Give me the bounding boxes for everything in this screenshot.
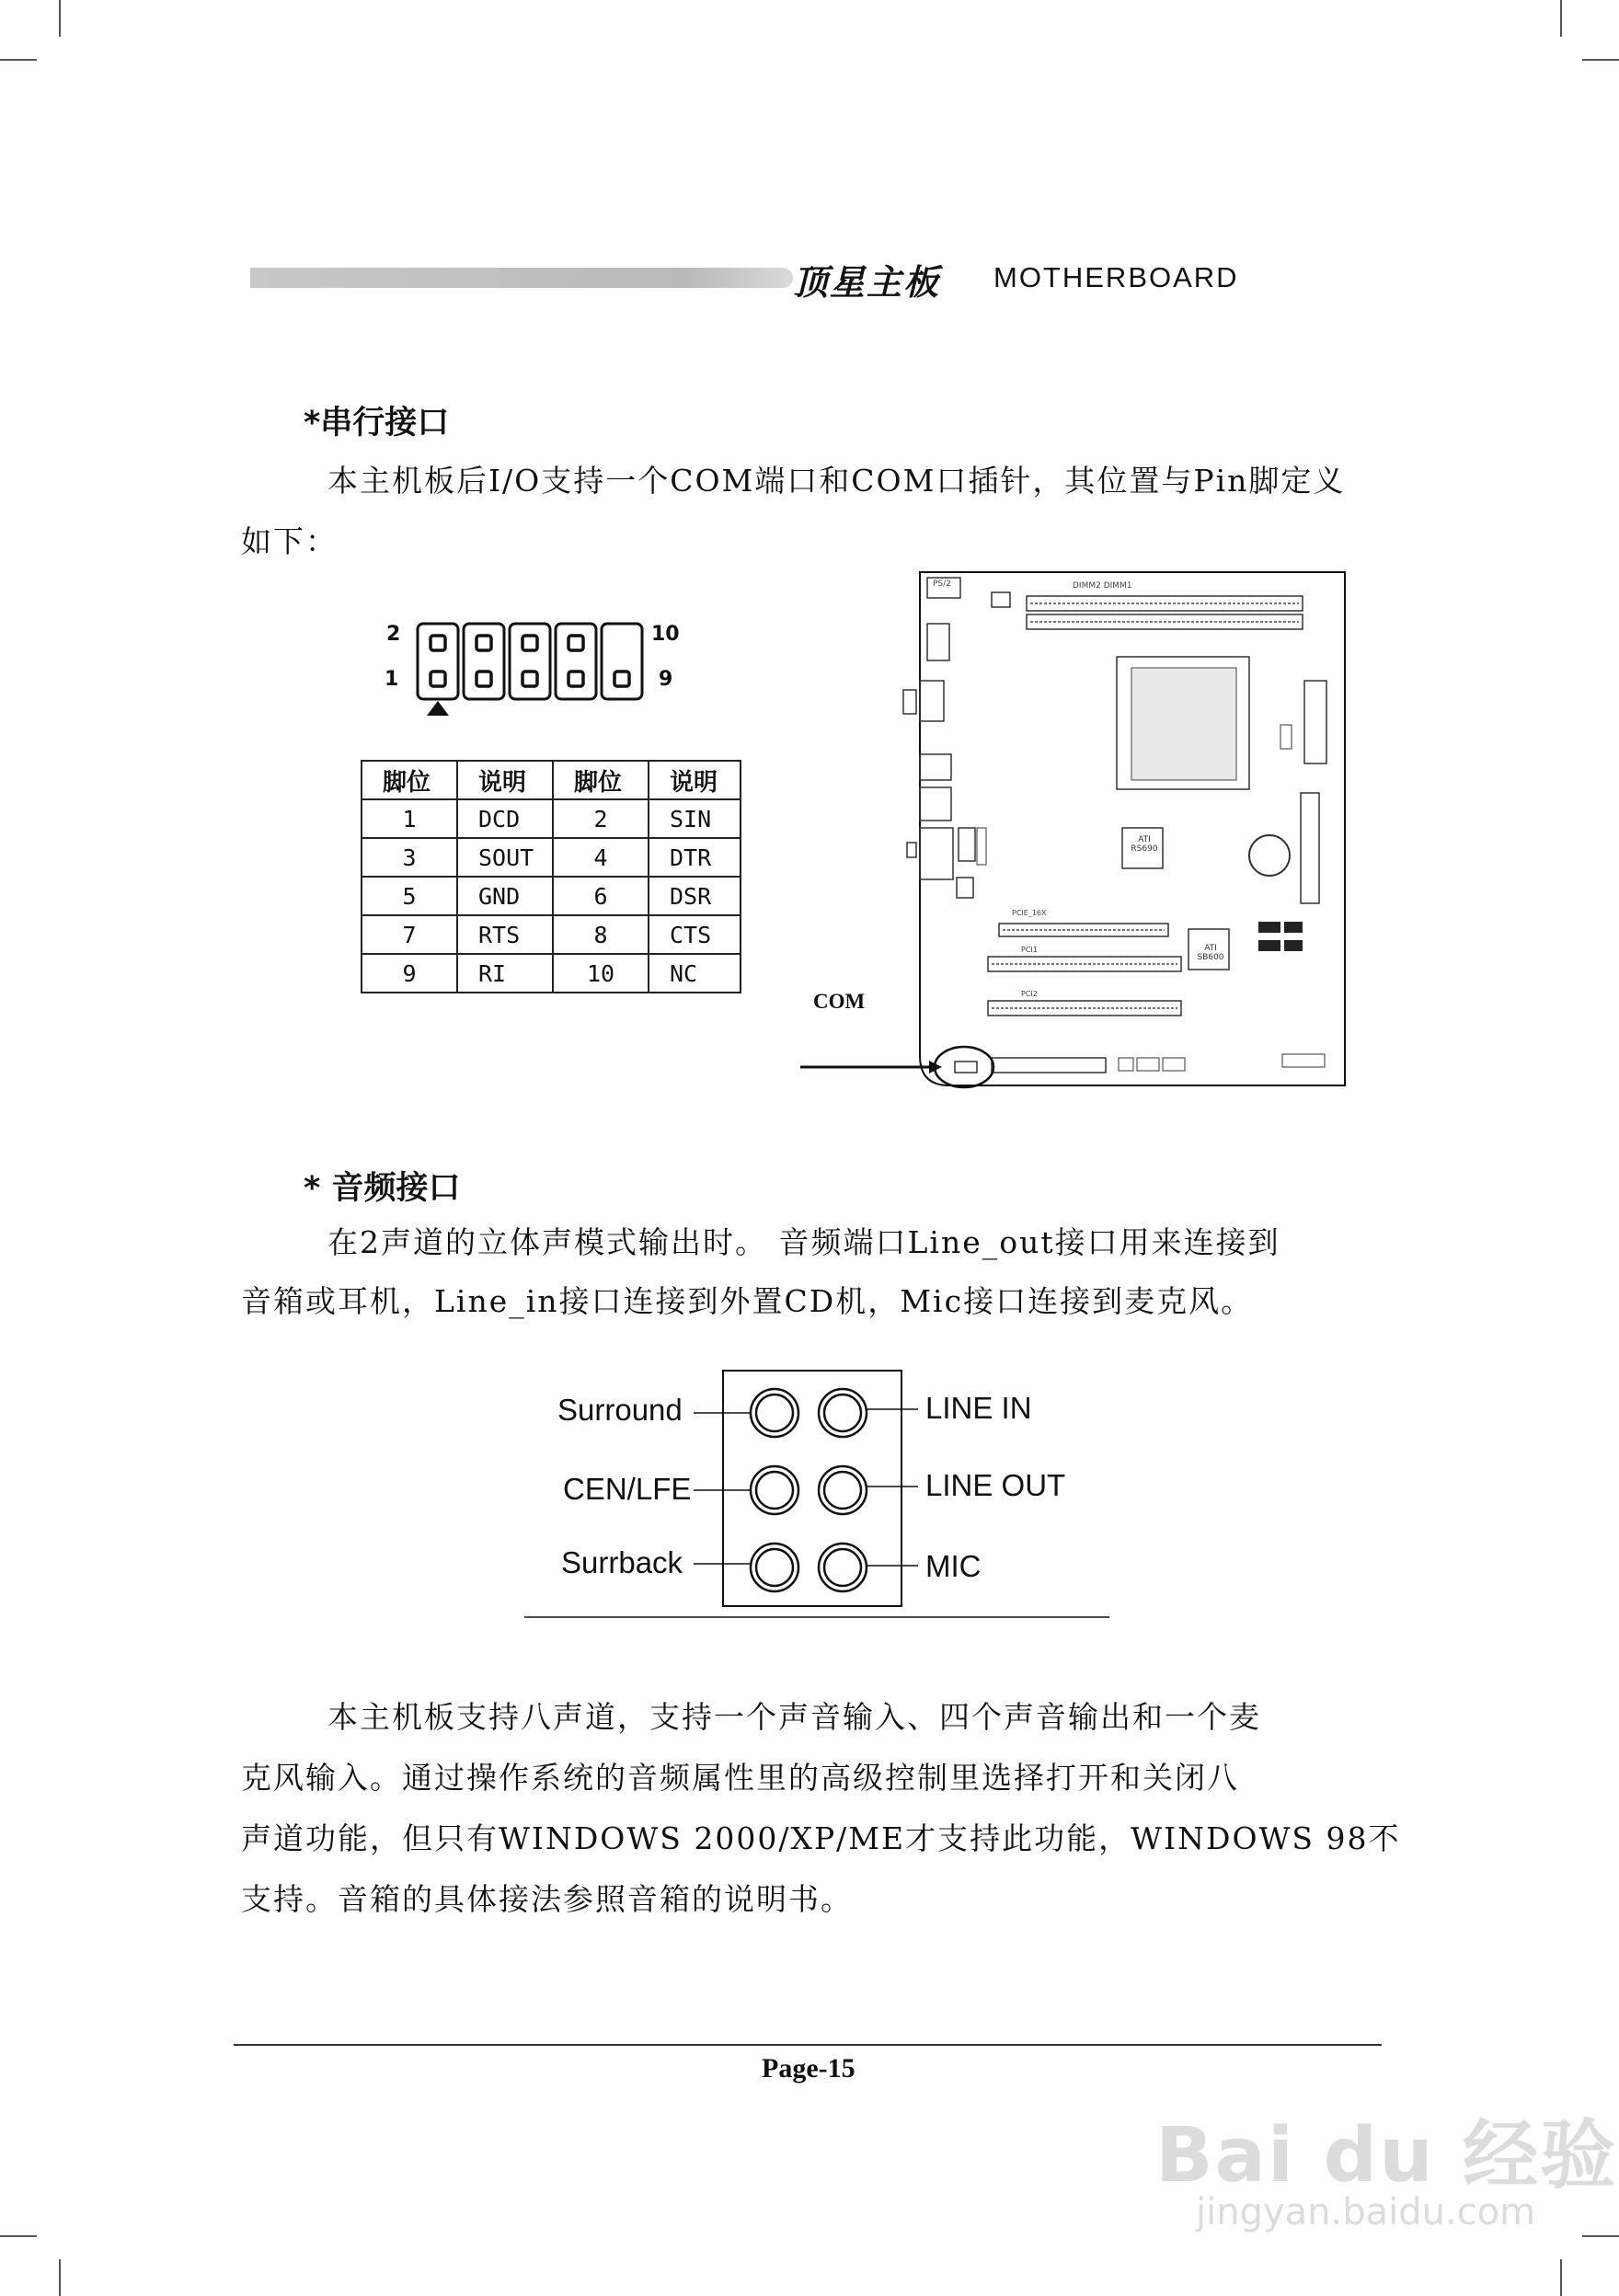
table-row (362, 838, 741, 877)
serial-para-line2: 如下： (241, 523, 338, 559)
serial-heading: *串行接口 (304, 405, 450, 442)
crop-mark (1582, 59, 1619, 61)
crop-mark (0, 59, 37, 61)
crop-mark (1560, 0, 1562, 37)
serial-para-line1: 本主机板后I/O支持一个COM端口和COM口插针，其位置与Pin脚定义 (327, 463, 1346, 499)
audio-label-mic: MIC (925, 1549, 982, 1583)
baidu-watermark-url: jingyan.baidu.com (1196, 2191, 1536, 2233)
audio-label-line-out: LINE OUT (925, 1468, 1066, 1502)
table-row (362, 954, 741, 993)
table-row (362, 915, 741, 954)
pin-signal: NC (649, 954, 741, 993)
crop-mark (59, 2259, 61, 2296)
pin-number: 8 (553, 915, 649, 954)
audio-para-line2: 音箱或耳机，Line_in接口连接到外置CD机，Mic接口连接到麦克风。 (241, 1283, 1254, 1319)
pin-label-9: 9 (659, 668, 673, 691)
page-number: Page-15 (762, 2053, 855, 2084)
pin-number: 9 (362, 954, 457, 993)
footer-rule (234, 2044, 1382, 2046)
eight-channel-line3: 声道功能，但只有WINDOWS 2000/XP/ME才支持此功能，WINDOWS 98不 (241, 1820, 1401, 1856)
table-header: 说明 (457, 761, 553, 799)
pin-signal: RI (457, 954, 553, 993)
pin-label-2: 2 (386, 623, 401, 646)
pcie-slot-label: PCIE_16X (1012, 909, 1047, 917)
table-header: 说明 (649, 761, 741, 799)
header-subtitle: MOTHERBOARD (993, 261, 1239, 293)
pin-signal: SIN (649, 799, 741, 838)
audio-para-line1: 在2声道的立体声模式输出时。 音频端口Line_out接口用来连接到 (327, 1224, 1280, 1260)
table-header-row (362, 761, 741, 799)
pin-number: 3 (362, 838, 457, 877)
header-brand: 顶星主板 (793, 262, 941, 303)
crop-mark (0, 2235, 37, 2237)
northbridge-label: ATI RS690 (1131, 835, 1158, 854)
pin-signal: SOUT (457, 838, 553, 877)
pin-number: 4 (553, 838, 649, 877)
pci2-slot-label: PCI2 (1021, 990, 1038, 998)
pin-label-10: 10 (651, 623, 680, 646)
com-callout-label: COM (813, 990, 866, 1013)
table-header: 脚位 (553, 761, 649, 799)
table-row (362, 799, 741, 838)
audio-label-cen-lfe: CEN/LFE (563, 1472, 692, 1506)
pin-signal: DCD (457, 799, 553, 838)
eight-channel-line1: 本主机板支持八声道，支持一个声音输入、四个声音输出和一个麦 (327, 1699, 1261, 1735)
header-bar (250, 268, 793, 288)
pin-number: 10 (553, 954, 649, 993)
audio-label-line-in: LINE IN (925, 1391, 1032, 1425)
pin-number: 6 (553, 877, 649, 915)
table-row (362, 877, 741, 915)
pci1-slot-label: PCI1 (1021, 946, 1038, 954)
pin-number: 7 (362, 915, 457, 954)
pin-number: 1 (362, 799, 457, 838)
pin-signal: DTR (649, 838, 741, 877)
southbridge-label: ATI SB600 (1197, 944, 1224, 962)
pin-signal: CTS (649, 915, 741, 954)
audio-label-surrback: Surrback (561, 1545, 683, 1579)
ps2-label: PS/2 (933, 580, 951, 589)
eight-channel-line2: 克风输入。通过操作系统的音频属性里的高级控制里选择打开和关闭八 (241, 1760, 1239, 1796)
pin-signal: DSR (649, 877, 741, 915)
crop-mark (1582, 2235, 1619, 2237)
pin-signal: GND (457, 877, 553, 915)
pin-label-1: 1 (385, 668, 399, 691)
baidu-watermark: Bai du 经验 (1155, 2112, 1618, 2199)
crop-mark (59, 0, 61, 37)
pin-number: 5 (362, 877, 457, 915)
audio-label-surround: Surround (557, 1393, 683, 1427)
dimm-label: DIMM2 DIMM1 (1073, 581, 1132, 591)
pin-signal: RTS (457, 915, 553, 954)
motherboard-layout-diagram (800, 568, 1352, 1095)
pin-definition-table (361, 760, 741, 993)
table-header: 脚位 (362, 761, 457, 799)
audio-heading: * 音频接口 (304, 1170, 461, 1207)
eight-channel-line4: 支持。音箱的具体接法参照音箱的说明书。 (241, 1881, 853, 1917)
crop-mark (1560, 2259, 1562, 2296)
pin-number: 2 (553, 799, 649, 838)
